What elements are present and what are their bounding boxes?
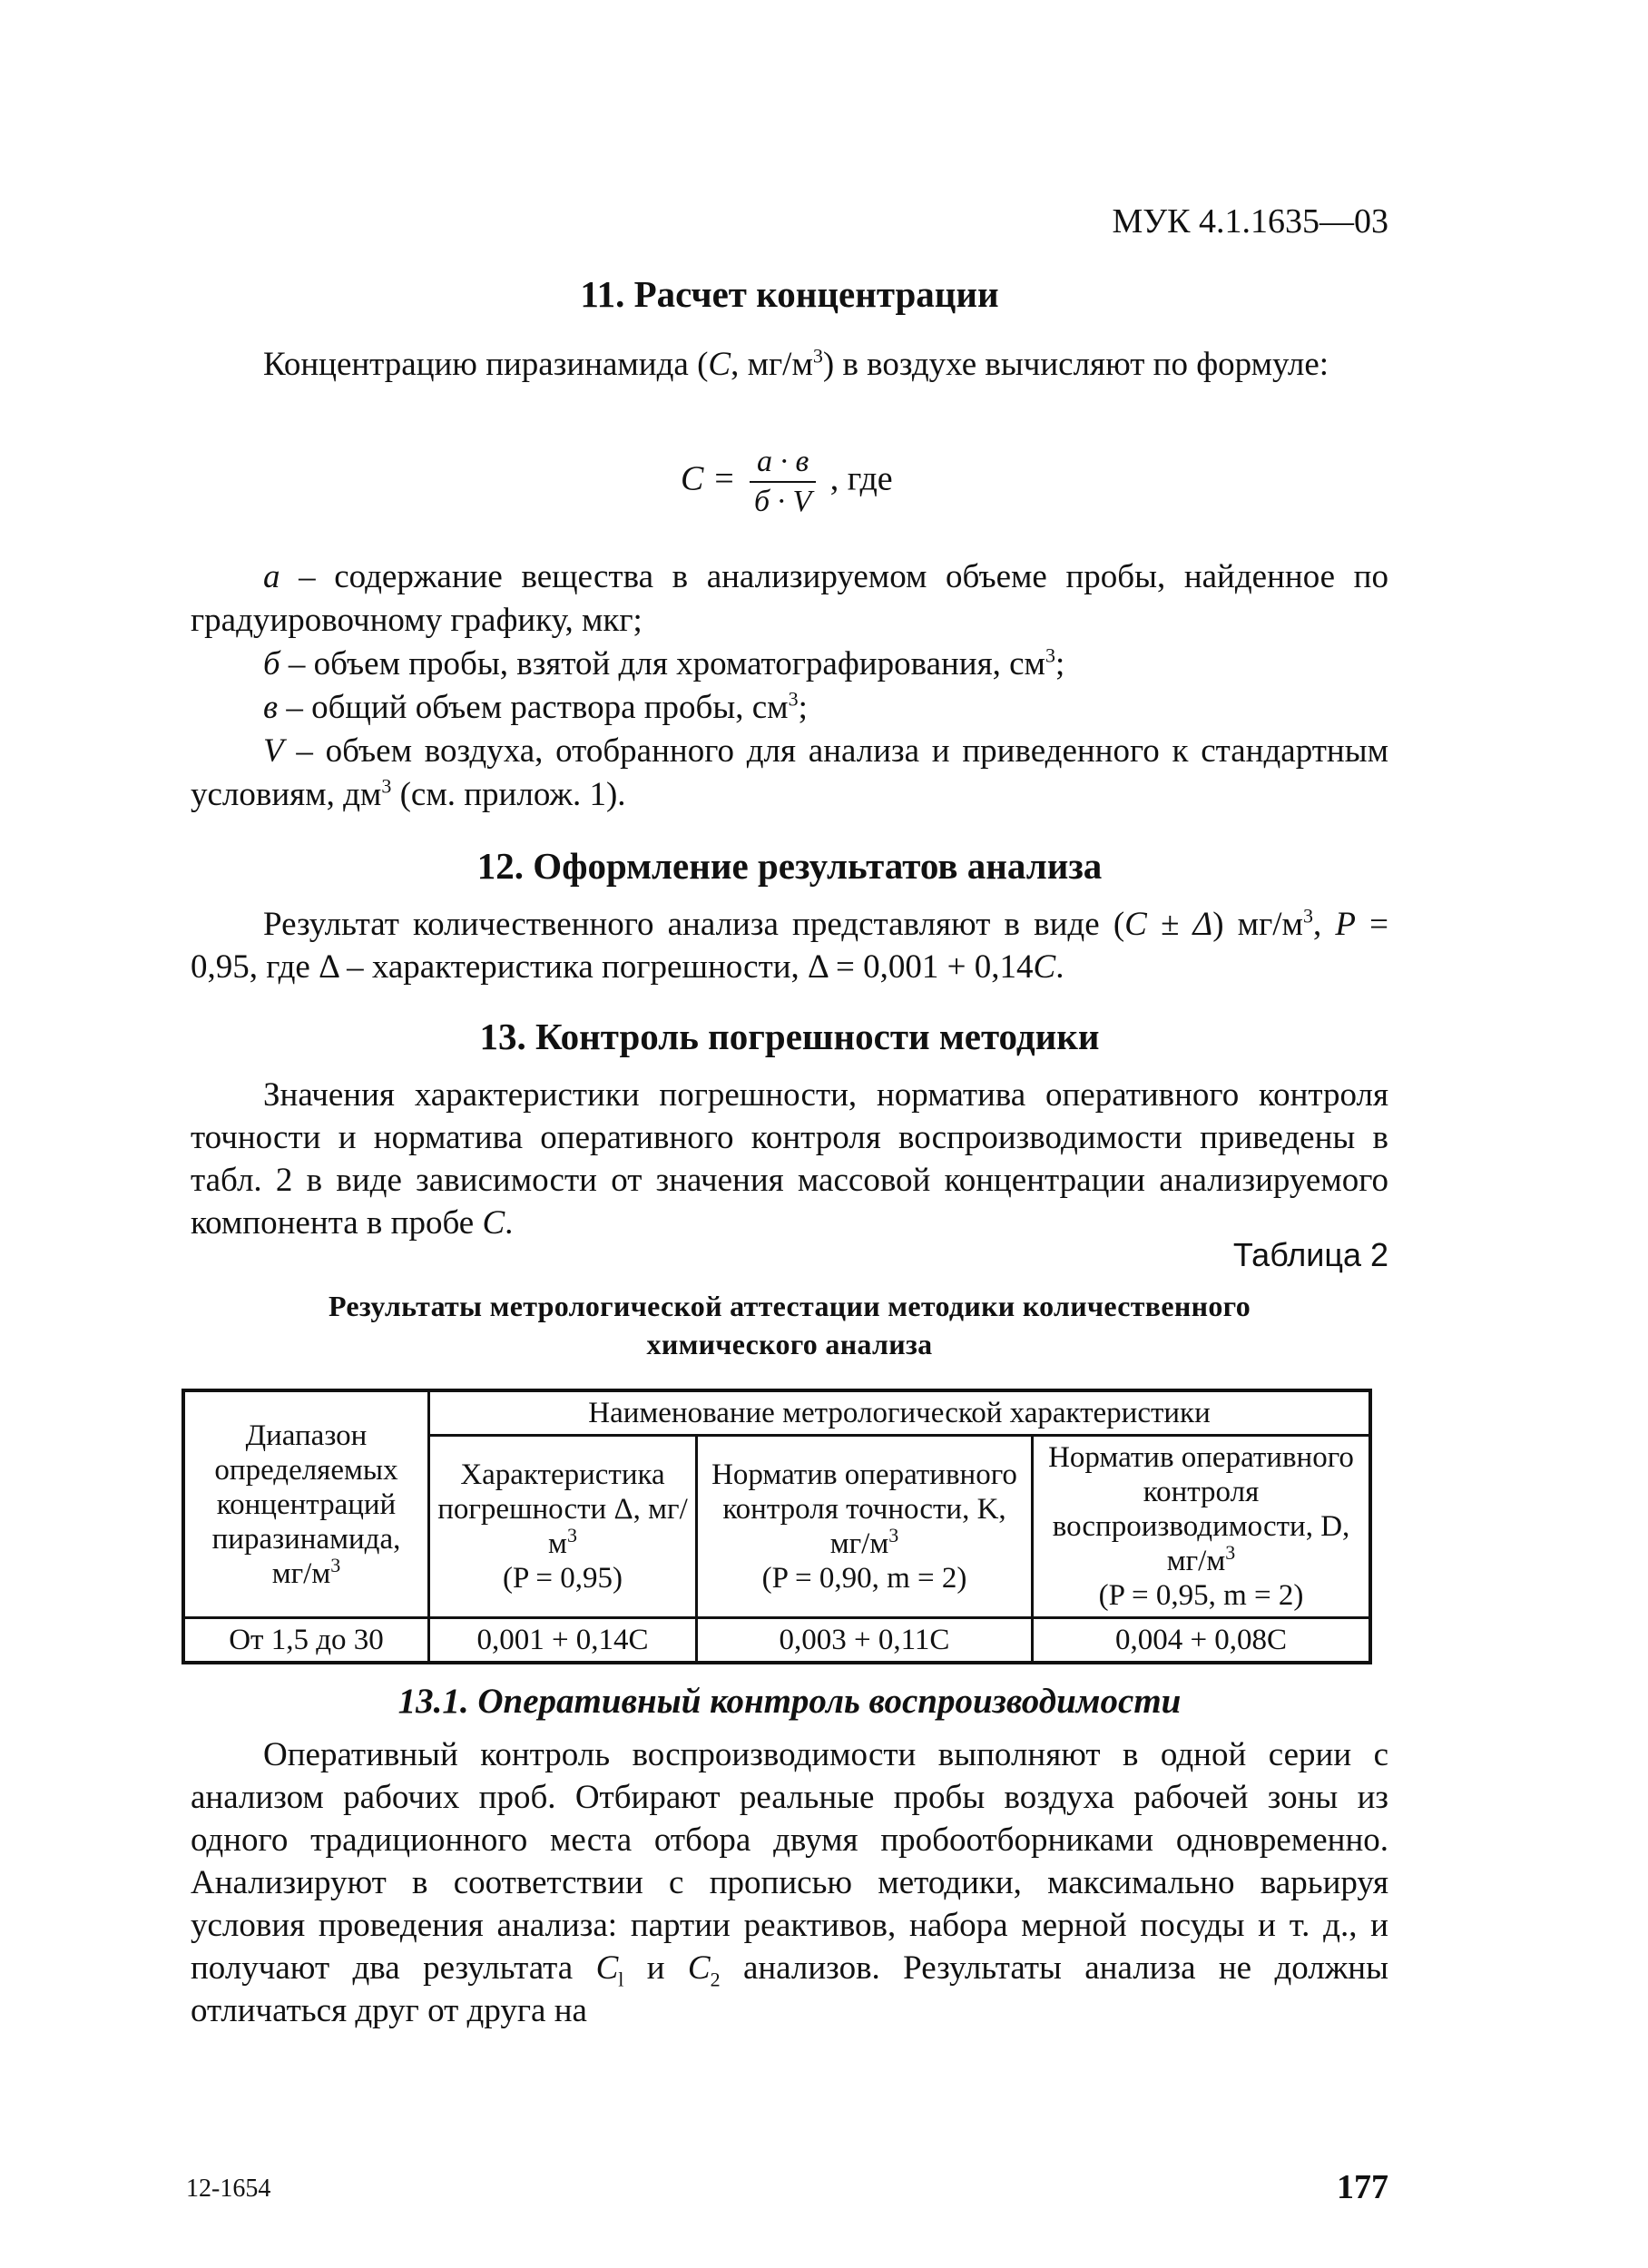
- definition-V: [191, 730, 1388, 817]
- definition-text: – объем воздуха, отобранного для анализа и приведенного к стандартным условиям, дм: [191, 732, 1388, 813]
- intro-text-end: ) в воздухе вычисляют по формуле:: [822, 346, 1329, 383]
- col-range-header: [183, 1390, 429, 1618]
- section-13-1-text: [191, 1733, 1388, 2032]
- col-delta-header: [429, 1436, 697, 1618]
- formula-definitions: [191, 555, 1388, 817]
- result-text: Результат количественного анализа представляют в виде (: [263, 906, 1125, 943]
- result-unit: ) мг/м: [1212, 906, 1303, 943]
- col-k-header-text: Норматив оперативного контроля точности, K, мг/м: [711, 1458, 1017, 1560]
- intro-symbol: C: [708, 346, 731, 383]
- definition-text: – общий объем раствора пробы, см: [278, 689, 789, 726]
- result-c1-sub: l: [618, 1968, 624, 1991]
- formula-lhs: C =: [681, 459, 736, 498]
- section-11-title: 11. Расчет концентрации: [580, 273, 999, 315]
- formula-denominator: б · V: [753, 485, 812, 518]
- result-sup: 3: [1302, 904, 1313, 928]
- col-range-header-sup: 3: [330, 1553, 341, 1576]
- definition-text: – объем пробы, взятой для хроматографирования, см: [280, 645, 1045, 682]
- section-13-title: 13. Контроль погрешности методики: [479, 1016, 1100, 1057]
- group-header: Наименование метрологической характеристики: [429, 1390, 1371, 1436]
- col-k-header-sup: 3: [888, 1524, 899, 1546]
- definition-symbol: б: [263, 645, 280, 682]
- col-d-header-sup: 3: [1225, 1541, 1236, 1564]
- col-d-header-text: Норматив оперативного контроля воспроизводимости, D, мг/м: [1048, 1441, 1354, 1577]
- section-13-1-end: анализов. Результаты анализа не должны отличаться друг от друга на: [191, 1949, 1388, 2029]
- col-delta-header-condition: (P = 0,95): [503, 1562, 623, 1595]
- section-13-1-body: Оперативный контроль воспроизводимости выполняют в одной серии с анализом рабочих проб. Отбирают реальные пробы воздуха рабочей зоны из одного традиционного места отбора двумя пробоотборниками одновременно. Анализируют в соответствии с прописью методики, максимально варьируя условия проведения анализа: партии реактивов, набора мерной посуды и т. д., и получают два результата: [191, 1736, 1388, 1987]
- table-label: Таблица 2: [1232, 1236, 1388, 1273]
- concentration-formula: [681, 445, 893, 519]
- section-13-1-title: 13.1. Оперативный контроль воспроизводимости: [397, 1682, 1182, 1721]
- col-range-header-text: Диапазон определяемых концентраций пиразинамида, мг/м: [211, 1419, 401, 1590]
- document-page: [186, 0, 1389, 2268]
- metrology-results-table: [181, 1389, 1372, 1664]
- col-delta-header-text: Характеристика погрешности Δ, мг/м: [437, 1458, 688, 1560]
- definition-sup: 3: [381, 774, 392, 798]
- conjunction: и: [623, 1949, 688, 1987]
- col-delta-header-sup: 3: [566, 1524, 577, 1546]
- col-d-header-condition: (P = 0,95, m = 2): [1098, 1579, 1304, 1612]
- document-code: МУК 4.1.1635—03: [1112, 202, 1388, 241]
- definition-b: [191, 643, 1388, 686]
- section-13-text: [191, 1074, 1388, 1244]
- definition-end: ;: [798, 689, 808, 726]
- error-symbol: C: [1033, 948, 1056, 986]
- formula-tail: , где: [829, 459, 893, 498]
- definition-sup: 3: [1045, 643, 1055, 667]
- definition-symbol: V: [263, 732, 284, 770]
- col-k-header: [697, 1436, 1033, 1618]
- formula-fraction: [750, 445, 816, 519]
- result-expression: C ± Δ: [1124, 906, 1213, 943]
- intro-text: Концентрацию пиразинамида (: [263, 346, 709, 383]
- cell-delta: 0,001 + 0,14C: [429, 1618, 697, 1664]
- section-13-body: Значения характеристики погрешности, норматива оперативного контроля точности и норматива оперативного контроля воспроизводимости приведены в табл. 2 в виде зависимости от значения массовой концентрации анализируемого компонента в пробе: [191, 1076, 1388, 1242]
- definition-end: ;: [1055, 645, 1065, 682]
- result-c2: C: [687, 1949, 711, 1987]
- intro-sup: 3: [812, 344, 823, 368]
- footer-code: 12-1654: [186, 2175, 271, 2203]
- section-13-end: .: [505, 1204, 514, 1242]
- definition-sup: 3: [788, 687, 799, 711]
- col-d-header: [1033, 1436, 1371, 1618]
- section-12-title: 12. Оформление результатов анализа: [476, 845, 1103, 887]
- table-header-row: [183, 1390, 1370, 1436]
- page-number: 177: [1337, 2168, 1388, 2206]
- error-characteristic-text: = 0,95, где Δ – характеристика погрешности, Δ = 0,001 + 0,14: [191, 906, 1389, 986]
- result-c2-sub: 2: [710, 1968, 721, 1991]
- error-end: .: [1055, 948, 1064, 986]
- col-k-header-condition: (P = 0,90, m = 2): [761, 1562, 967, 1595]
- section-12-text: [191, 903, 1388, 988]
- cell-range: От 1,5 до 30: [183, 1618, 429, 1664]
- table-caption: [191, 1287, 1388, 1363]
- formula-numerator: а · в: [750, 445, 816, 483]
- definition-symbol: а: [263, 558, 280, 595]
- definition-end: (см. прилож. 1).: [391, 776, 626, 813]
- section-13-symbol: C: [482, 1204, 505, 1242]
- result-c1: C: [595, 1949, 619, 1987]
- result-comma: ,: [1312, 906, 1322, 943]
- definition-text: – содержание вещества в анализируемом объеме пробы, найденное по градуировочному графику, мкг;: [191, 558, 1388, 639]
- table-caption-line-2: химического анализа: [646, 1328, 933, 1360]
- section-11-intro: [191, 343, 1388, 386]
- definition-symbol: в: [263, 689, 279, 726]
- definition-a: [191, 555, 1388, 643]
- probability-symbol: P: [1335, 906, 1356, 943]
- definition-v: [191, 686, 1388, 730]
- cell-d: 0,004 + 0,08C: [1033, 1618, 1371, 1664]
- table-caption-line-1: Результаты метрологической аттестации методики количественного: [328, 1290, 1251, 1322]
- intro-unit: , мг/м: [731, 346, 813, 383]
- table-row: [183, 1618, 1370, 1664]
- cell-k: 0,003 + 0,11C: [697, 1618, 1033, 1664]
